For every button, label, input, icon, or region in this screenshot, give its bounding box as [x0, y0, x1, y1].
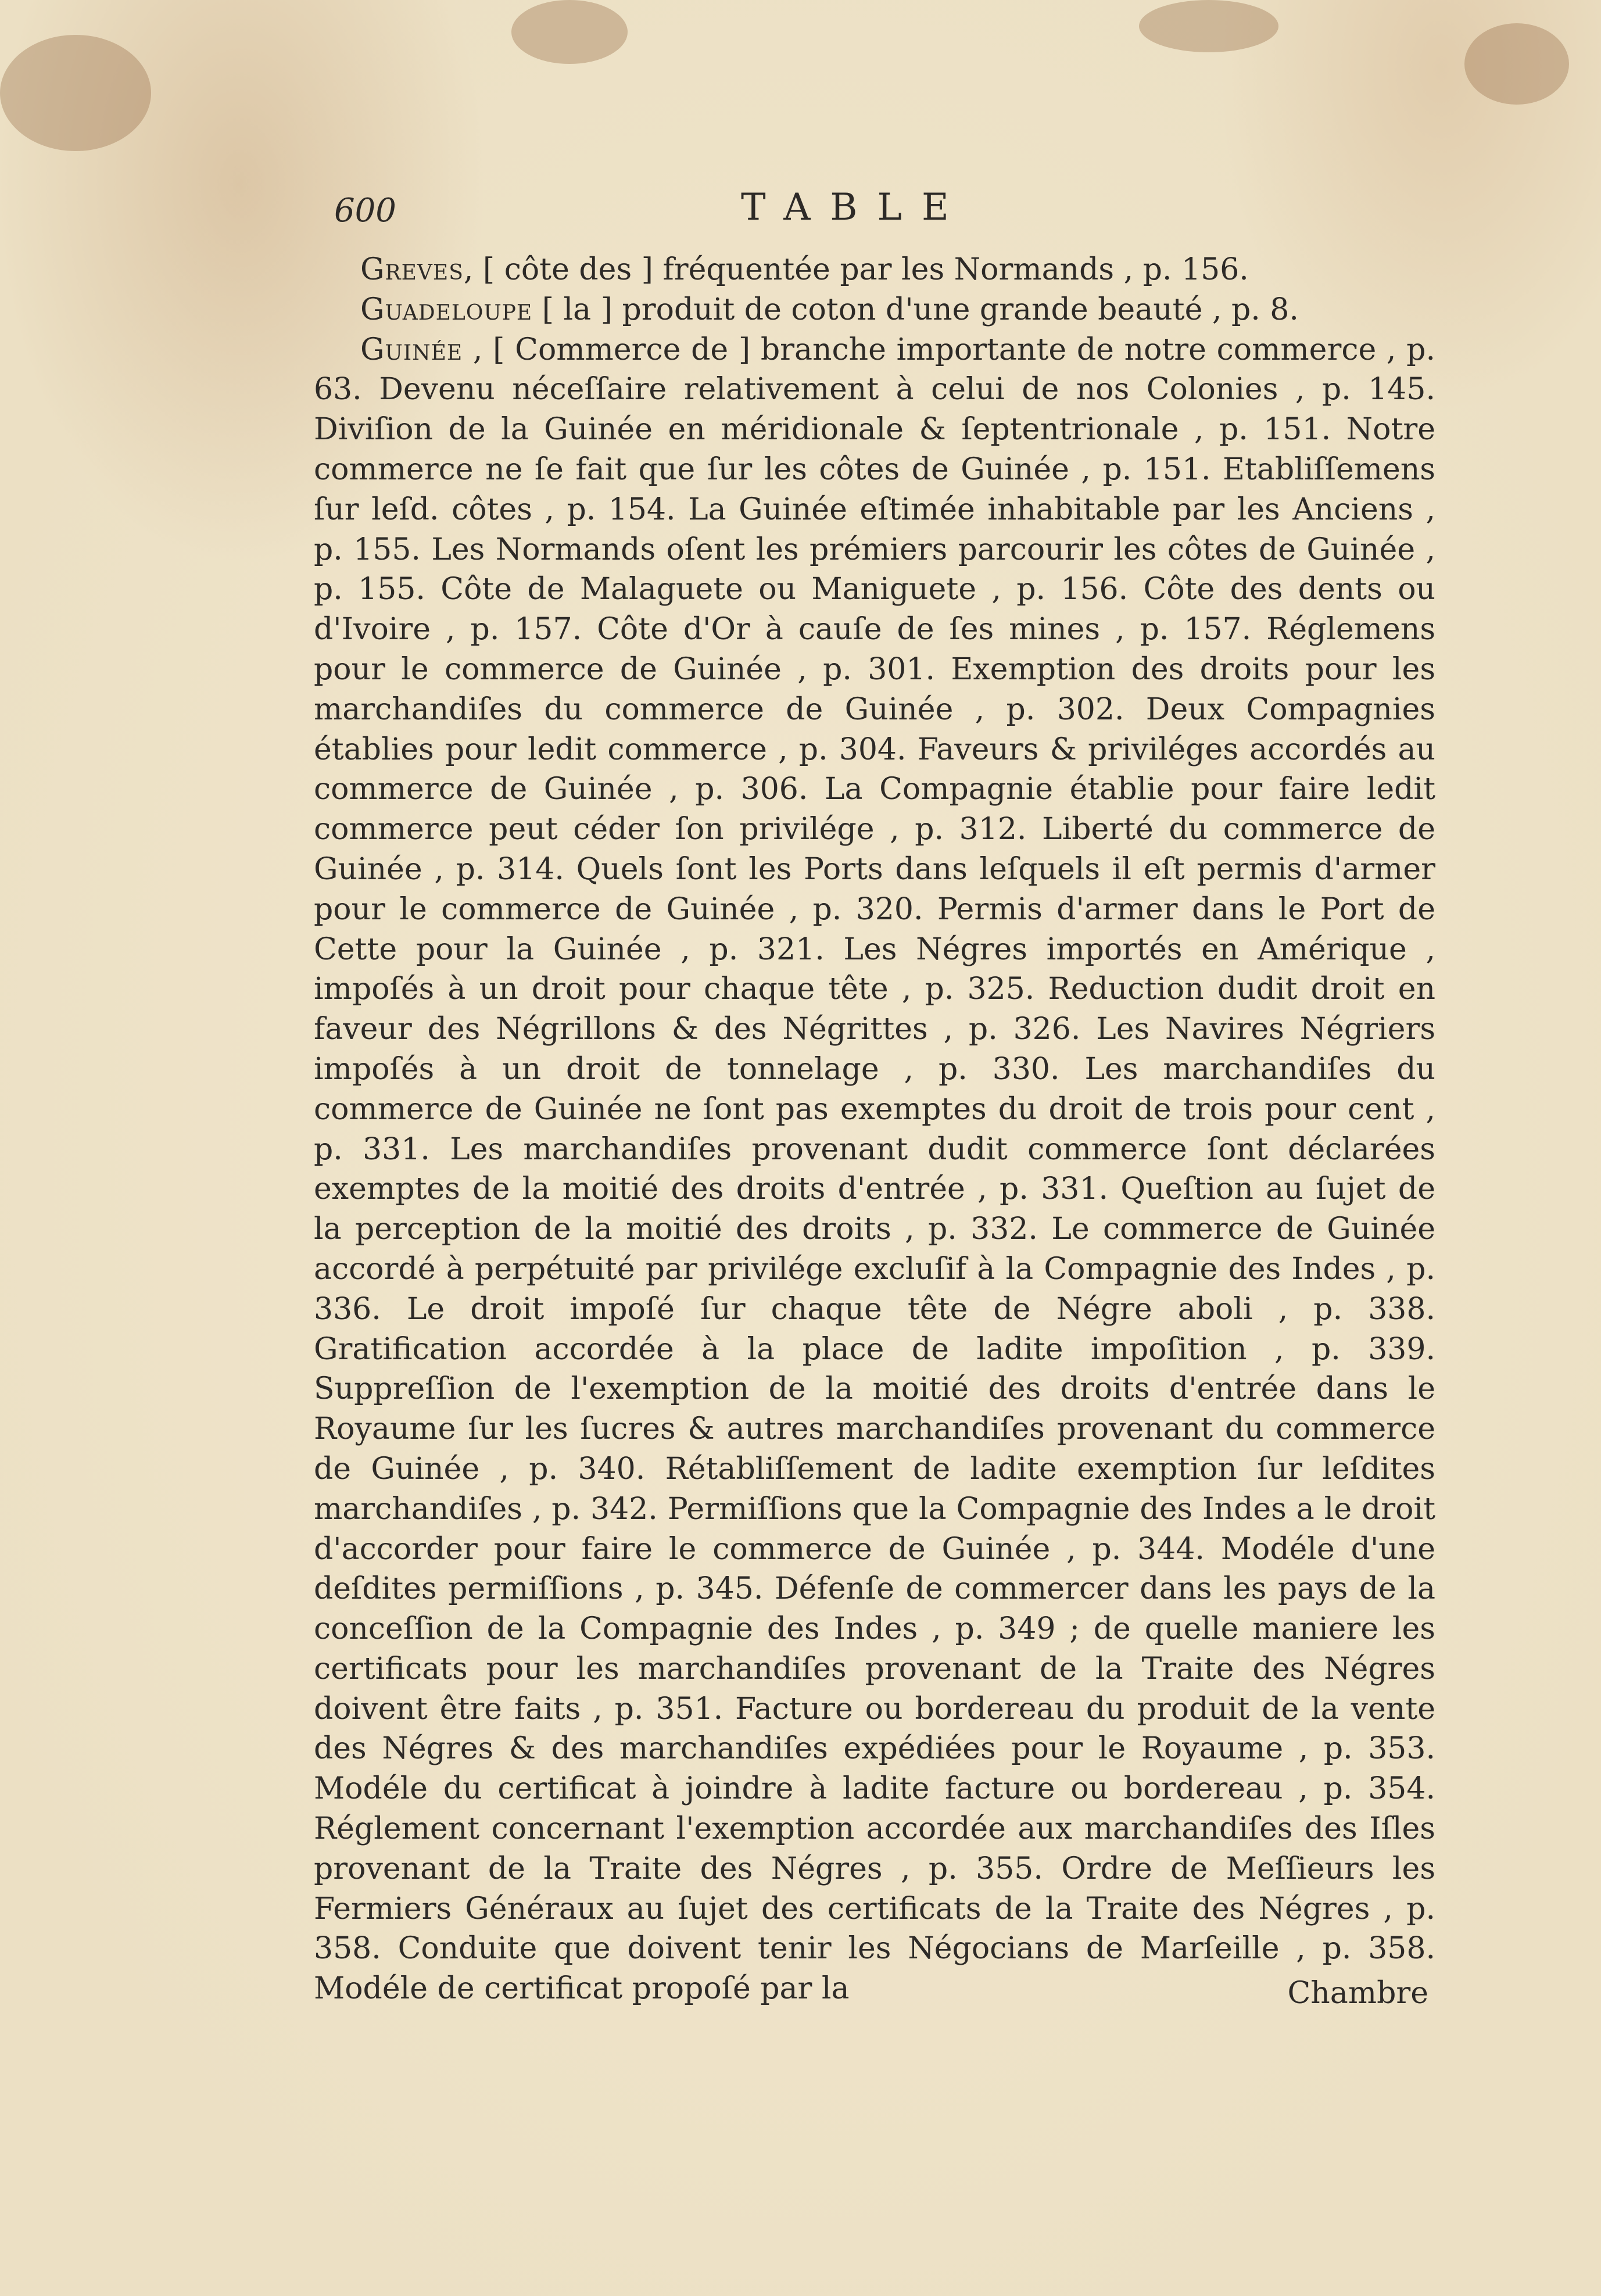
index-entry-greves [314, 250, 1435, 290]
index-entry-guinee [314, 330, 1435, 2009]
index-text [314, 250, 1435, 2009]
entry-text: , [ côte des ] fréquentée par les Normands , p. 156. [463, 252, 1249, 287]
catchword: Chambre [1287, 1976, 1428, 2011]
entry-headword: Greves [360, 252, 464, 287]
paper-stain [0, 35, 151, 151]
entry-text: [ la ] produit de coton d'une grande beauté , p. 8. [532, 292, 1299, 327]
entry-headword: Guadeloupe [360, 292, 533, 327]
paper-stain [511, 0, 628, 64]
page-number: 600 [334, 192, 396, 230]
entry-text: , [ Commerce de ] branche importante de notre commerce , p. 63. Devenu néceſſaire relativement à celui de nos Colonies , p. 145. Diviſion de la Guinée en méridionale & ſeptentrionale , p. 151. Notre commerce ne ſe fait que ſur les côtes de Guinée , p. 151. Etabliſſemens ſur leſd. côtes , p. 154. La Guinée eſtimée inhabitable par les Anciens , p. 155. Les Normands oſent les prémiers parcourir les côtes de Guinée , p. 155. Côte de Malaguete ou Maniguete , p. 156. Côte des dents ou d'Ivoire , p. 157. Côte d'Or à cauſe de ſes mines , p. 157. Réglemens pour le commerce de Guinée , p. 301. Exemption des droits pour les marchandiſes du commerce de Guinée , p. 302. Deux Compagnies établies pour ledit commerce , p. 304. Faveurs & priviléges accordés au commerce de Guinée , p. 306. La Compagnie établie pour faire ledit commerce peut céder ſon privilége , p. 312. Liberté du commerce de Guinée , p. 314. Quels ſont les Ports dans leſquels il eſt permis d'armer pour le commerce de Guinée , p. 320. Permis d'armer dans le Port de Cette pour la Guinée , p. 321. Les Négres importés en Amérique , impoſés à un droit pour chaque tête , p. 325. Reduction dudit droit en faveur des Négrillons & des Négrittes , p. 326. Les Navires Négriers impoſés à un droit de tonnelage , p. 330. Les marchandiſes du commerce de Guinée ne ſont pas exemptes du droit de trois pour cent , p. 331. Les marchandiſes provenant dudit commerce ſont déclarées exemptes de la moitié des droits d'entrée , p. 331. Queſtion au ſujet de la perception de la moitié des droits , p. 332. Le commerce de Guinée accordé à perpétuité par privilége excluſif à la Compagnie des Indes , p. 336. Le droit impoſé ſur chaque tête de Négre aboli , p. 338. Gratification accordée à la place de ladite impoſition , p. 339. Suppreſſion de l'exemption de la moitié des droits d'entrée dans le Royaume ſur les ſucres & autres marchandiſes provenant du commerce de Guinée , p. 340. Rétabliſſement de ladite exemption ſur leſdites marchandiſes , p. 342. Permiſſions que la Compagnie des Indes a le droit d'accorder pour faire le commerce de Guinée , p. 344. Modéle d'une deſdites permiſſions , p. 345. Défenſe de commercer dans les pays de la conceſſion de la Compagnie des Indes , p. 349 ; de quelle maniere les certificats pour les marchandiſes provenant de la Traite des Négres doivent être faits , p. 351. Facture ou bordereau du produit de la vente des Négres & des marchandiſes expédiées pour le Royaume , p. 353. Modéle du certificat à joindre à ladite facture ou bordereau , p. 354. Réglement concernant l'exemption accordée aux marchandiſes des Iſles provenant de la Traite des Négres , p. 355. Ordre de Meſſieurs les Fermiers Généraux au ſujet des certificats de la Traite des Négres , p. 358. Conduite que doivent tenir les Négocians de Marſeille , p. 358. Modéle de certificat propoſé par la [314, 332, 1435, 2007]
page-header [334, 186, 1264, 244]
paper-stain [1464, 23, 1569, 105]
entry-headword: Guinée [360, 332, 463, 367]
paper-stain [1139, 0, 1278, 52]
running-title: TABLE [741, 186, 969, 229]
index-entry-guadeloupe [314, 290, 1435, 330]
